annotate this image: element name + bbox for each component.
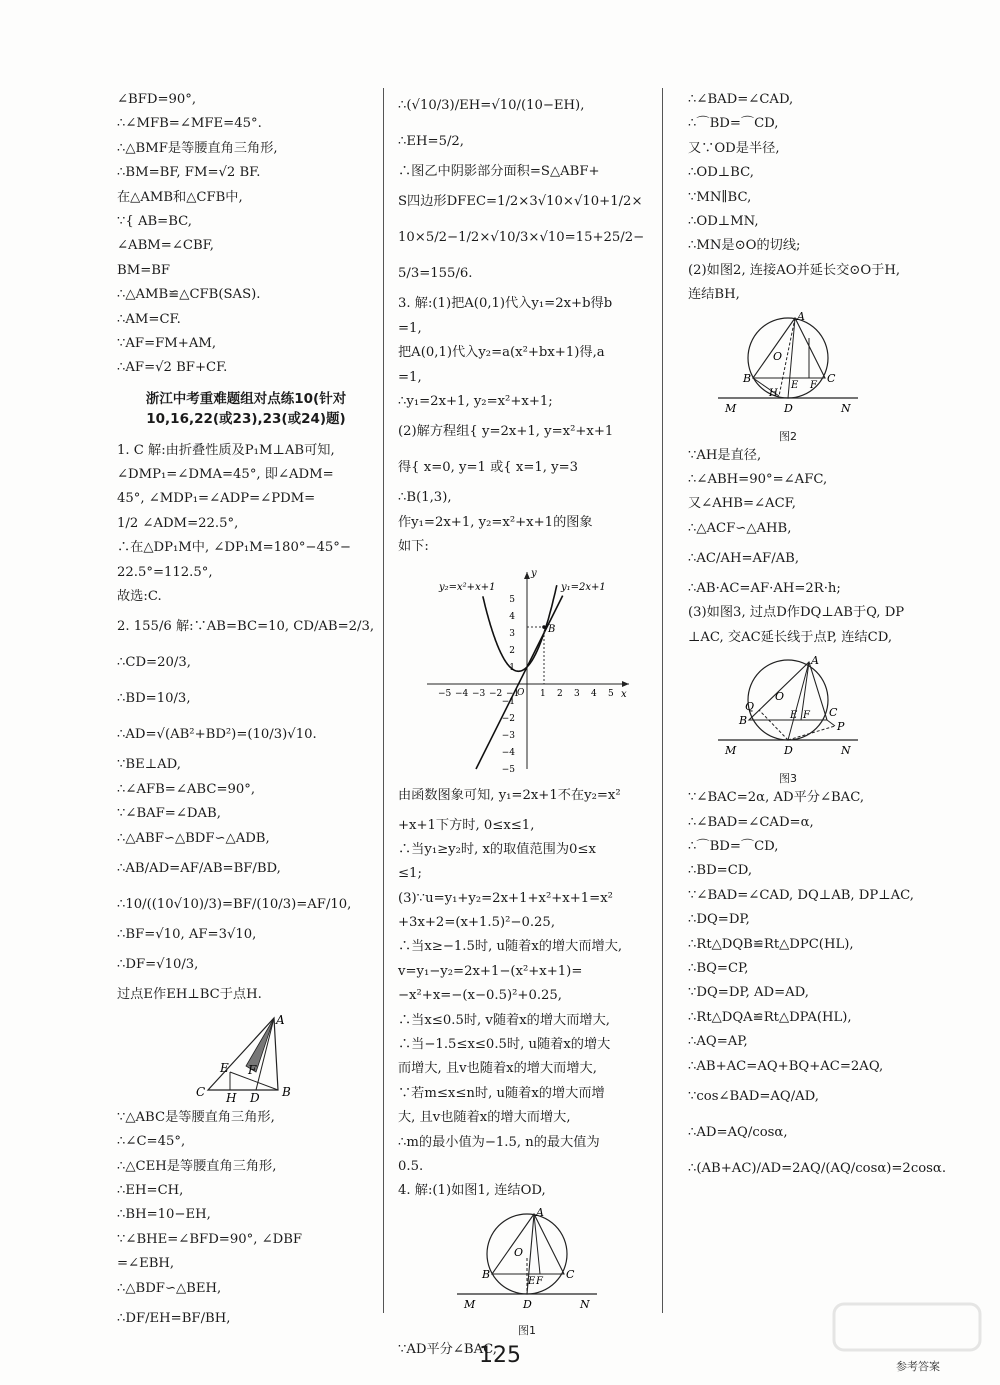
y-tick-label: 5 [509, 594, 515, 605]
text-line: 2. 155/6 解:∵AB=BC=10, CD/AB=2/3, [117, 619, 375, 635]
text-line: ∴EH=5/2, [398, 134, 464, 149]
fig1-label: D [523, 1297, 532, 1311]
watermark-logo [832, 1300, 982, 1355]
text-line: 把A(0,1)代入y₂=a(x²+bx+1)得,a [398, 345, 605, 361]
text-line: ∴△CEH是等腰直角三角形, [117, 1158, 277, 1174]
fig3-label: M [725, 744, 737, 758]
text-line: ∴⌒BD=⌒CD, [688, 116, 779, 132]
text-line: ∴当y₁≥y₂时, x的取值范围为0≤x [398, 841, 596, 857]
text-line: ∴AQ=AP, [688, 1034, 748, 1050]
fig2-label: E [791, 379, 799, 391]
origin-label: O [517, 687, 525, 698]
text-line: ∠DMP₁=∠DMA=45°, 即∠ADM= [117, 467, 334, 483]
fig2-label: N [841, 401, 851, 415]
page-number: 125 [479, 1343, 521, 1368]
text-line: 如下: [398, 539, 429, 555]
text-line: ∴∠BAD=∠CAD, [688, 92, 794, 107]
figure-3 [713, 654, 863, 766]
text-line: ∵MN∥BC, [688, 189, 752, 205]
fig2-label: B [743, 371, 752, 385]
text-line: ∴在△DP₁M中, ∠DP₁M=180°−45°− [117, 540, 351, 556]
text-line: 得{ x=0, y=1 或{ x=1, y=3 [398, 460, 579, 476]
text-line: ∵DQ=DP, AD=AD, [688, 985, 809, 1001]
text-line: ∴当x≥−1.5时, u随着x的增大而增大, [398, 939, 623, 955]
text-line: −x²+x=−(x−0.5)²+0.25, [398, 988, 563, 1004]
column-left [117, 88, 375, 1337]
proof-continuation [117, 88, 375, 381]
y-tick-label: 4 [509, 611, 515, 622]
text-line: ∠BFD=90°, [117, 92, 197, 107]
text-line: ∴Rt△DQB≌Rt△DPC(HL), [688, 936, 854, 952]
y-tick-label: −4 [501, 747, 515, 758]
x-tick-label: 4 [591, 688, 597, 699]
figure-1 [452, 1205, 602, 1318]
text-line: ∵AF=FM+AM, [117, 335, 217, 351]
fig3-label: F [803, 710, 810, 722]
text-line: 又∠AHB=∠ACF, [688, 496, 796, 512]
text-line: ∴∠ABH=90°=∠AFC, [688, 471, 828, 487]
text-line: ∴⌒BD=⌒CD, [688, 839, 779, 855]
x-tick-label: 1 [540, 688, 546, 699]
text-line: v=y₁−y₂=2x+1−(x²+x+1)= [398, 963, 583, 979]
fig1-label: M [464, 1297, 476, 1311]
text-line: ∴AM=CF. [117, 311, 181, 327]
text-line: ∴∠C=45°, [117, 1134, 186, 1150]
fig3-label: N [841, 744, 851, 758]
text-line: ∴OD⊥MN, [688, 213, 759, 229]
text-line: ∴AD=√(AB²+BD²)=(10/3)√10. [117, 727, 317, 743]
x-tick-labels [438, 689, 614, 699]
text-line: ∴B(1,3), [398, 490, 452, 506]
question-3 [398, 292, 656, 1179]
triangle-label: B [282, 1084, 291, 1099]
text-line: ∴AF=√2 BF+CF. [117, 360, 228, 376]
point-b [542, 625, 546, 629]
question-4 [398, 1179, 656, 1362]
y-tick-label: 3 [509, 628, 515, 639]
text-line: ∵若m≤x≤n时, u随着x的增大而增 [398, 1085, 605, 1101]
triangle-figure [186, 1012, 306, 1105]
fig2-label: C [827, 371, 836, 385]
text-line: ∴AB/AD=AF/AB=BF/BD, [117, 860, 281, 876]
text-line: =1, [398, 320, 422, 336]
x-tick-label: 5 [608, 688, 614, 699]
text-line: 0.5. [398, 1158, 424, 1174]
text-line: ∴△AMB≌△CFB(SAS). [117, 287, 261, 303]
point-b-label: B [548, 623, 556, 635]
text-line: ∴∠AFB=∠ABC=90°, [117, 781, 256, 797]
triangle-label: H [226, 1090, 237, 1105]
text-line: ∵∠BHE=∠BFD=90°, ∠DBF [117, 1231, 303, 1247]
text-line: (3)如图3, 过点D作DQ⊥AB于Q, DP [688, 605, 905, 621]
text-line: 3. 解:(1)把A(0,1)代入y₁=2x+b得b [398, 296, 613, 312]
text-line: ∴BH=10−EH, [117, 1207, 211, 1223]
column-divider [383, 88, 384, 1313]
text-line: 在△AMB和△CFB中, [117, 189, 243, 205]
fig2-label: D [784, 401, 793, 415]
text-line: ∵AD平分∠BAC, [398, 1341, 497, 1357]
text-line: 22.5°=112.5°, [117, 564, 213, 580]
fig1-label: C [566, 1267, 575, 1281]
x-tick-label: −3 [472, 688, 486, 699]
text-line: ∴DF=√10/3, [117, 957, 199, 973]
text-line: 1/2 ∠ADM=22.5°, [117, 515, 239, 531]
fig2-label: H [769, 387, 778, 399]
y-tick-labels [502, 595, 516, 775]
question-2 [117, 609, 375, 1336]
fig1-label: B [482, 1267, 491, 1281]
text-line: +x+1下方时, 0≤x≤1, [398, 817, 535, 833]
fig2-label: O [773, 349, 783, 363]
text-line: ⊥AC, 交AC延长线于点P, 连结CD, [688, 629, 893, 645]
column-divider [662, 88, 663, 1313]
text-line: ∴图乙中阴影部分面积=S△ABF+ [398, 164, 600, 179]
text-line: ∠ABM=∠CBF, [117, 238, 214, 254]
text-line: ∵∠BAC=2α, AD平分∠BAC, [688, 790, 865, 806]
text-line: ∴BF=√10, AF=3√10, [117, 926, 257, 942]
x-tick-label: 3 [574, 688, 580, 699]
figure-2 [713, 309, 863, 424]
text-line: ∴10/((10√10)/3)=BF/(10/3)=AF/10, [117, 896, 352, 912]
question-1 [117, 439, 375, 610]
text-line: ∴∠MFB=∠MFE=45°. [117, 116, 262, 132]
text-line: ∴BD=CD, [688, 863, 753, 879]
fig3-label: C [829, 706, 838, 720]
text-line: ∴△BDF∽△BEH, [117, 1280, 222, 1296]
text-line: ∴(AB+AC)/AD=2AQ/(AQ/cosα)=2cosα. [688, 1160, 947, 1176]
fig1-label: N [580, 1297, 590, 1311]
triangle-label: E [220, 1060, 229, 1075]
text-line: (3)∵u=y₁+y₂=2x+1+x²+x+1=x² [398, 890, 613, 906]
text-line: ∴CD=20/3, [117, 655, 191, 671]
text-line: ∴AB·AC=AF·AH=2R·h; [688, 581, 841, 597]
x-tick-label: −1 [506, 688, 520, 699]
text-line: (2)解方程组{ y=2x+1, y=x²+x+1 [398, 424, 614, 440]
column-middle [398, 88, 656, 1362]
y-tick-label: −2 [501, 713, 515, 724]
text-line: 过点E作EH⊥BC于点H. [117, 987, 262, 1003]
axis-x-label: x [621, 688, 627, 700]
text-line: ∴BD=10/3, [117, 691, 191, 707]
text-line: ∴DF/EH=BF/BH, [117, 1310, 231, 1326]
text-line: BM=BF [117, 262, 171, 278]
text-line: 45°, ∠MDP₁=∠ADP=∠PDM= [117, 491, 316, 507]
text-line: ∴AB+AC=AQ+BQ+AC=2AQ, [688, 1058, 884, 1074]
fig3-label: O [775, 690, 785, 704]
text-line: ∵△ABC是等腰直角三角形, [117, 1109, 275, 1125]
fig3-label: E [790, 710, 798, 722]
question-2-continued [398, 88, 656, 292]
text-line: ∴Rt△DQA≌Rt△DPA(HL), [688, 1009, 852, 1025]
fig1-label: O [514, 1245, 524, 1259]
text-line: ∴AD=AQ/cosα, [688, 1124, 788, 1140]
fig3-label: B [739, 714, 748, 728]
fig3-label: P [837, 720, 845, 734]
text-line: S四边形DFEC=1/2×3√10×√10+1/2× [398, 194, 643, 210]
text-line: 大, 且v也随着x的增大而增大, [398, 1110, 571, 1126]
curve-label: y₂=x²+x+1 [439, 581, 496, 593]
text-line: ∵AH是直径, [688, 447, 762, 463]
y-tick-label: 2 [509, 645, 515, 656]
text-line: ∴∠BAD=∠CAD=α, [688, 814, 814, 830]
text-line: ∴EH=CH, [117, 1182, 184, 1198]
text-line: ∵cos∠BAD=AQ/AD, [688, 1088, 819, 1104]
fig2-label: A [797, 309, 805, 323]
text-line: ∴△ACF∽△AHB, [688, 520, 792, 536]
text-line: ∴△ABF∽△BDF∽△ADB, [117, 830, 270, 846]
text-line: 5/3=155/6. [398, 266, 473, 282]
text-line: ∵{ AB=BC, [117, 213, 192, 229]
text-line: 4. 解:(1)如图1, 连结OD, [398, 1183, 546, 1199]
text-line: ∴OD⊥BC, [688, 165, 754, 181]
text-line: ∴(√10/3)/EH=√10/(10−EH), [398, 98, 585, 113]
function-graph [417, 564, 637, 774]
figure-caption: 图3 [779, 772, 797, 786]
text-line: 而增大, 且v也随着x的增大而增大, [398, 1061, 597, 1077]
text-line: 由函数图象可知, y₁=2x+1不在y₂=x² [398, 787, 621, 803]
text-line: ∴MN是⊙O的切线; [688, 238, 801, 254]
text-line: 故选:C. [117, 589, 162, 605]
column-right [688, 88, 947, 1187]
triangle-label: D [250, 1090, 260, 1105]
text-line: 10×5/2−1/2×√10/3×√10=15+25/2− [398, 230, 645, 246]
fig3-label: Q [745, 700, 755, 714]
y-tick-label: 1 [509, 662, 515, 673]
text-line: ∴AC/AH=AF/AB, [688, 551, 800, 567]
text-line: ∴BQ=CP, [688, 960, 749, 976]
corner-label: 参考答案 [896, 1360, 940, 1373]
fig1-label: F [536, 1275, 543, 1287]
text-line: ∴△BMF是等腰直角三角形, [117, 140, 278, 156]
line-label: y₁=2x+1 [561, 581, 606, 593]
text-line: 又∵OD是半径, [688, 140, 780, 156]
fig1-label: E [528, 1275, 536, 1287]
fig3-label: D [784, 744, 793, 758]
text-line: ∴DQ=DP, [688, 912, 750, 928]
text-line: ∵∠BAD=∠CAD, DQ⊥AB, DP⊥AC, [688, 887, 914, 903]
y-tick-label: −3 [501, 730, 515, 741]
triangle-label: F [248, 1062, 257, 1077]
text-line: ∴BM=BF, FM=√2 BF. [117, 165, 261, 181]
text-line: ∴当−1.5≤x≤0.5时, u随着x的增大 [398, 1037, 611, 1053]
fig2-label: M [725, 401, 737, 415]
text-line: +3x+2=(x+1.5)²−0.25, [398, 915, 556, 931]
section-heading: 浙江中考重难题组对点练10(针对10,16,22(或23),23(或24)题) [145, 390, 347, 427]
triangle-label: A [276, 1012, 285, 1027]
fig2-label: F [810, 379, 817, 391]
text-line: 作y₁=2x+1, y₂=x²+x+1的图象 [398, 514, 593, 530]
text-line: ∴当x≤0.5时, v随着x的增大而增大, [398, 1012, 610, 1028]
text-line: ≤1; [398, 866, 422, 882]
text-line: 1. C 解:由折叠性质及P₁M⊥AB可知, [117, 442, 335, 458]
x-tick-label: 2 [557, 688, 563, 699]
text-line: =1, [398, 369, 422, 385]
figure-caption: 图1 [518, 1323, 536, 1337]
triangle-label: C [196, 1084, 206, 1099]
y-tick-label: −5 [501, 764, 515, 775]
y-tick-label: −1 [501, 696, 515, 707]
fig1-label: A [536, 1205, 544, 1219]
x-tick-label: −2 [489, 688, 503, 699]
text-line: ∵BE⊥AD, [117, 757, 181, 773]
x-tick-label: −4 [455, 688, 469, 699]
figure-caption: 图2 [779, 429, 797, 443]
text-line: =∠EBH, [117, 1256, 175, 1272]
text-line: 连结BH, [688, 287, 740, 303]
text-line: (2)如图2, 连接AO并延长交⊙O于H, [688, 262, 901, 278]
axis-y-label: y [531, 567, 537, 579]
x-tick-label: −5 [438, 688, 452, 699]
fig3-label: A [811, 654, 819, 668]
text-line: ∴y₁=2x+1, y₂=x²+x+1; [398, 393, 553, 409]
text-line: ∵∠BAF=∠DAB, [117, 806, 221, 822]
text-line: ∴m的最小值为−1.5, n的最大值为 [398, 1134, 600, 1150]
